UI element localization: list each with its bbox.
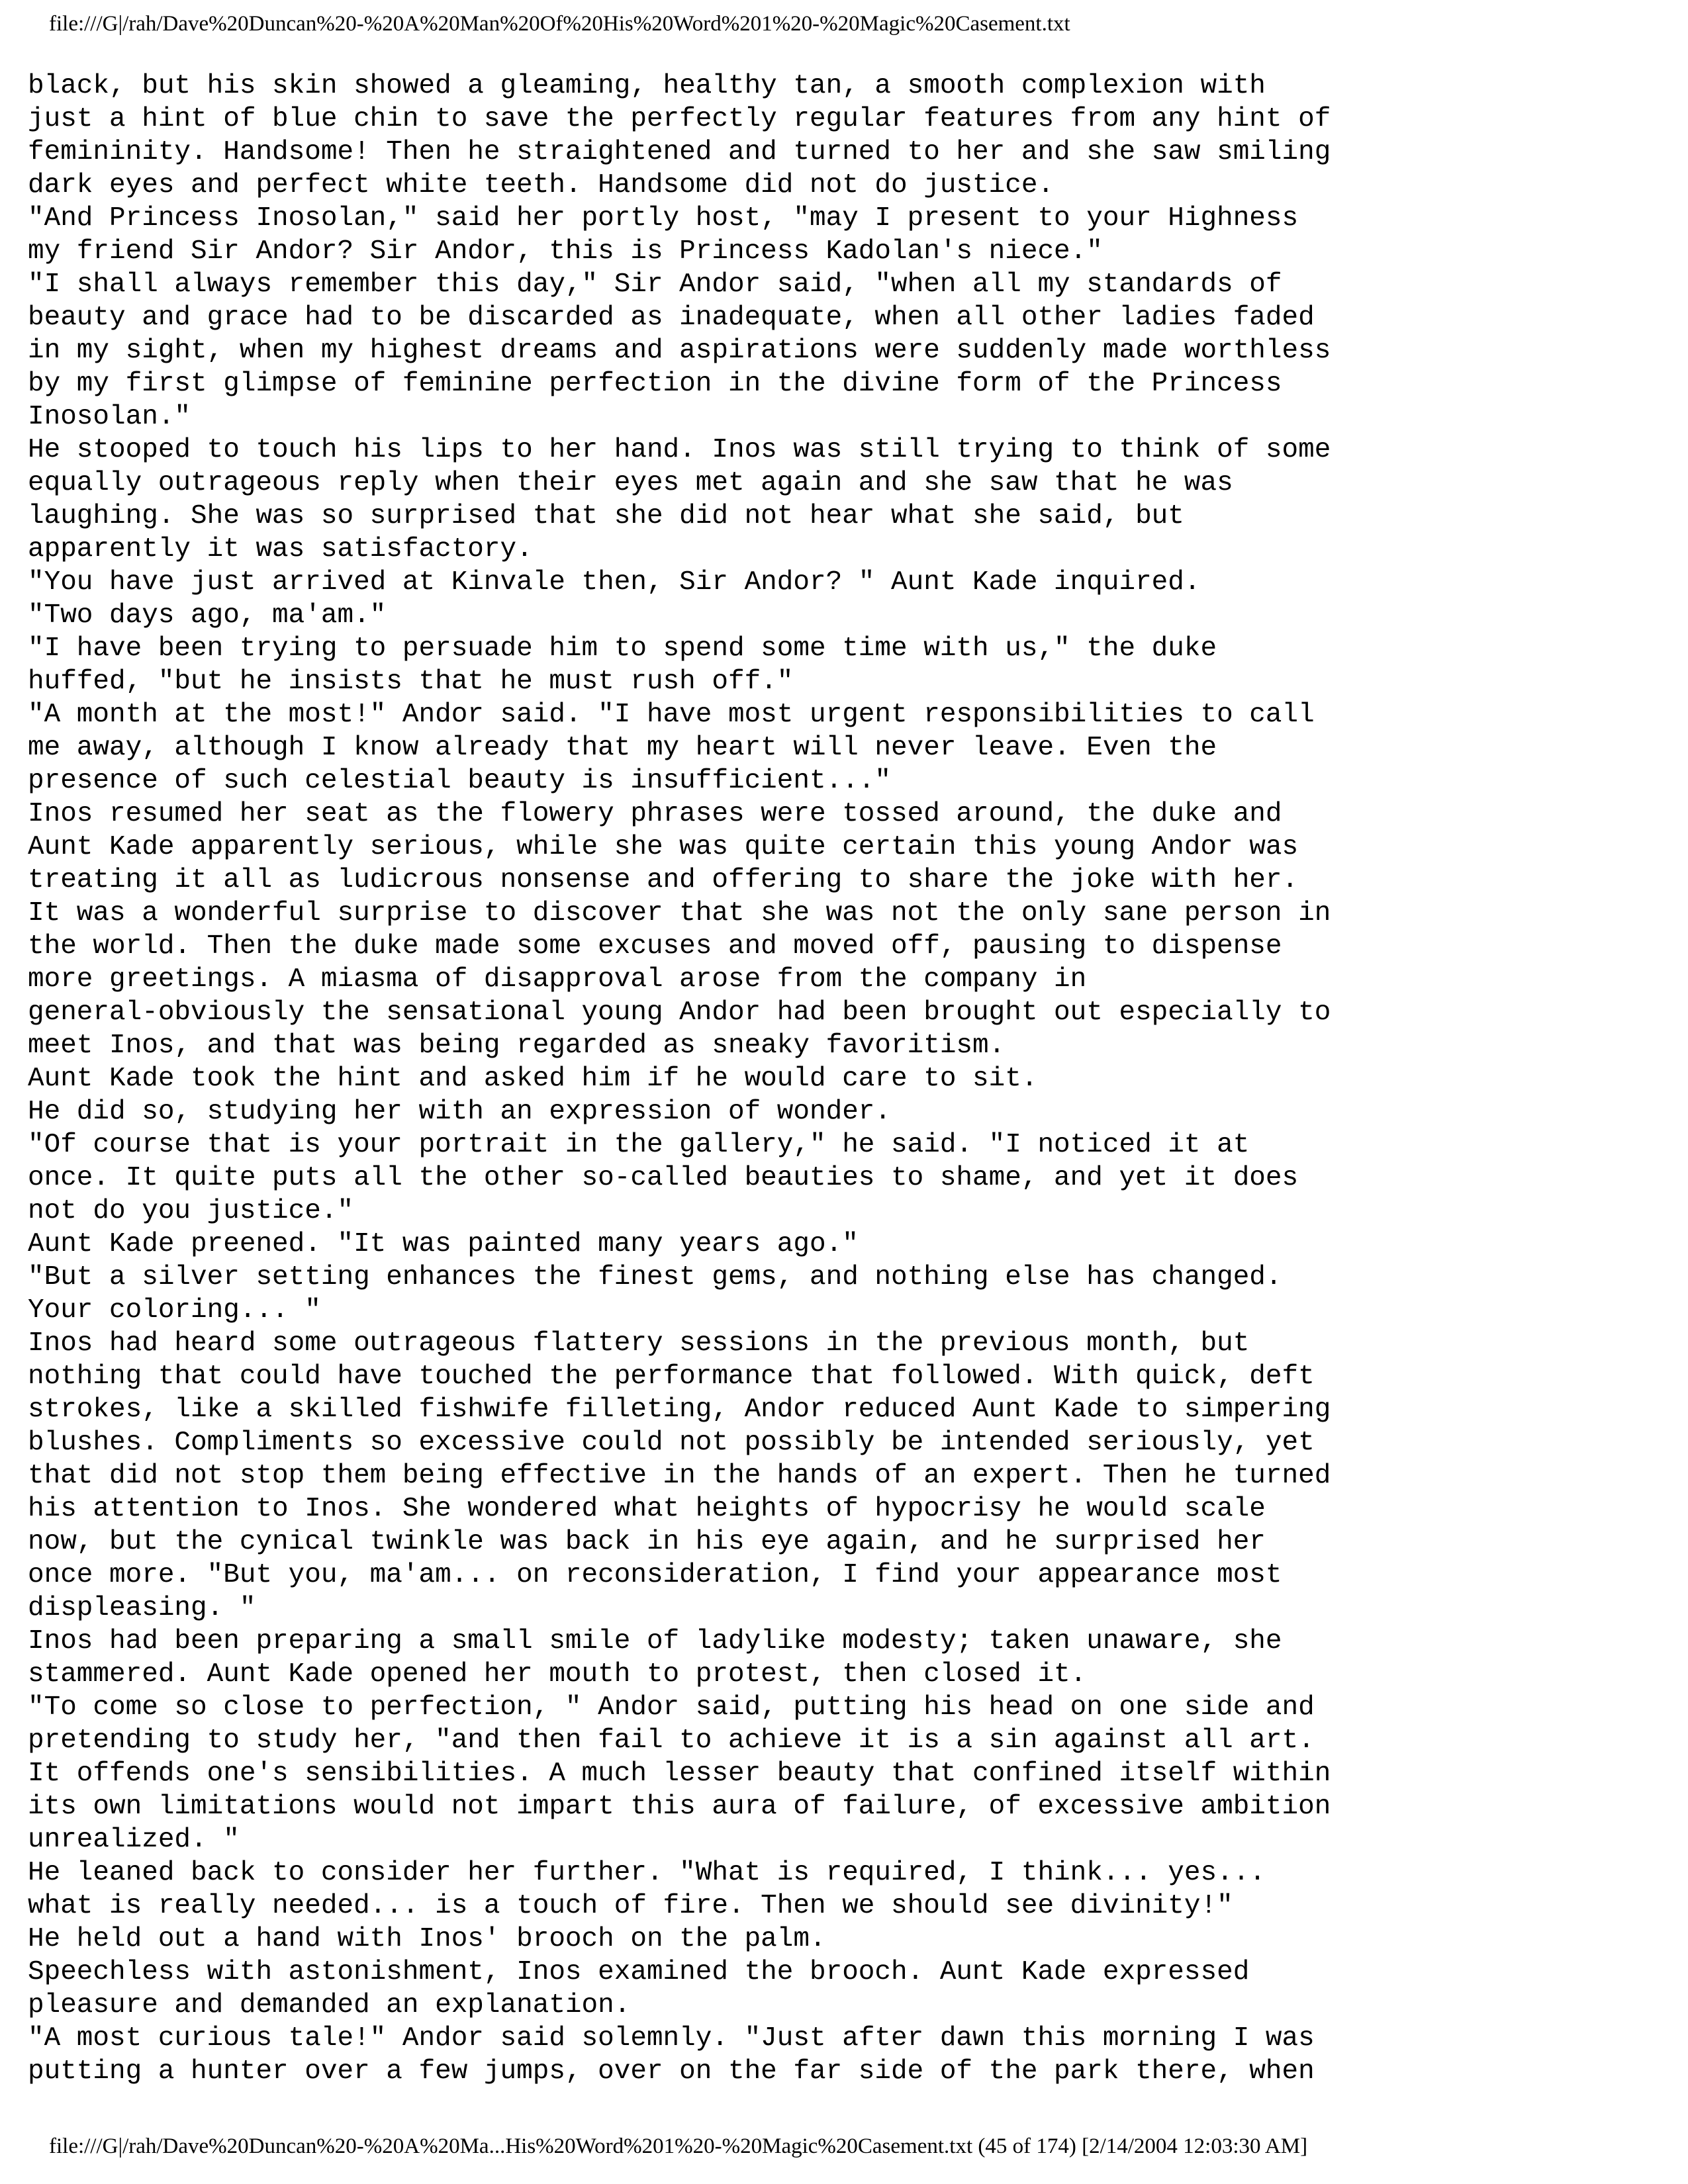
text-line: treating it all as ludicrous nonsense and offering to share the joke with her. [28, 865, 1299, 895]
text-line: general-obviously the sensational young Andor had been brought out especially to [28, 997, 1331, 1028]
text-line: black, but his skin showed a gleaming, healthy tan, a smooth complexion with [28, 71, 1266, 101]
text-line: "Of course that is your portrait in the gallery," he said. "I noticed it at [28, 1130, 1250, 1160]
text-line: not do you justice." [28, 1196, 354, 1226]
text-line: meet Inos, and that was being regarded as sneaky favoritism. [28, 1030, 1006, 1061]
document-text [28, 69, 1331, 2088]
text-line: "A month at the most!" Andor said. "I have most urgent responsibilities to call [28, 700, 1315, 730]
text-line: nothing that could have touched the performance that followed. With quick, deft [28, 1361, 1315, 1392]
text-line: that did not stop them being effective in the hands of an expert. Then he turned [28, 1461, 1331, 1491]
text-line: presence of such celestial beauty is insufficient..." [28, 766, 892, 796]
text-line: He held out a hand with Inos' brooch on the palm. [28, 1924, 826, 1954]
text-line: Inos resumed her seat as the flowery phrases were tossed around, the duke and [28, 799, 1282, 829]
text-line: the world. Then the duke made some excuses and moved off, pausing to dispense [28, 931, 1282, 962]
text-line: laughing. She was so surprised that she did not hear what she said, but [28, 501, 1184, 531]
text-line: apparently it was satisfactory. [28, 534, 533, 565]
text-line: blushes. Compliments so excessive could not possibly be intended seriously, yet [28, 1428, 1315, 1458]
text-line: stammered. Aunt Kade opened her mouth to protest, then closed it. [28, 1659, 1087, 1690]
text-line: now, but the cynical twinkle was back in his eye again, and he surprised her [28, 1527, 1266, 1557]
text-line: its own limitations would not impart this aura of failure, of excessive ambition [28, 1792, 1331, 1822]
text-line: pretending to study her, "and then fail to achieve it is a sin against all art. [28, 1725, 1315, 1756]
text-line: femininity. Handsome! Then he straightened and turned to her and she saw smiling [28, 137, 1331, 167]
text-line: "I have been trying to persuade him to spend some time with us," the duke [28, 633, 1217, 664]
text-line: once. It quite puts all the other so-called beauties to shame, and yet it does [28, 1163, 1299, 1193]
text-line: pleasure and demanded an explanation. [28, 1990, 631, 2021]
text-line: Aunt Kade apparently serious, while she was quite certain this young Andor was [28, 832, 1299, 862]
text-line: dark eyes and perfect white teeth. Handsome did not do justice. [28, 170, 1055, 201]
page-header-url: file:///G|/rah/Dave%20Duncan%20-%20A%20Man%20Of%20His%20Word%201%20-%20Magic%20Casement.txt [49, 12, 1070, 36]
text-line: just a hint of blue chin to save the perfectly regular features from any hint of [28, 104, 1331, 134]
text-line: me away, although I know already that my heart will never leave. Even the [28, 733, 1217, 763]
text-line: strokes, like a skilled fishwife filleting, Andor reduced Aunt Kade to simpering [28, 1394, 1331, 1425]
page-footer-url: file:///G|/rah/Dave%20Duncan%20-%20A%20Ma...His%20Word%201%20-%20Magic%20Casement.txt (45 of 174) [2/14/2004 12:03:30 AM] [49, 2134, 1308, 2158]
text-line: Aunt Kade preened. "It was painted many years ago." [28, 1229, 859, 1259]
text-line: "Two days ago, ma'am." [28, 600, 387, 631]
text-line: displeasing. " [28, 1593, 256, 1623]
text-line: He did so, studying her with an expression of wonder. [28, 1097, 892, 1127]
text-line: "To come so close to perfection, " Andor said, putting his head on one side and [28, 1692, 1315, 1723]
text-line: "But a silver setting enhances the finest gems, and nothing else has changed. [28, 1262, 1282, 1293]
text-line: It was a wonderful surprise to discover that she was not the only sane person in [28, 898, 1331, 929]
text-line: Inos had been preparing a small smile of ladylike modesty; taken unaware, she [28, 1626, 1282, 1657]
text-line: my friend Sir Andor? Sir Andor, this is Princess Kadolan's niece." [28, 236, 1103, 267]
text-line: "A most curious tale!" Andor said solemnly. "Just after dawn this morning I was [28, 2023, 1315, 2054]
text-line: "And Princess Inosolan," said her portly host, "may I present to your Highness [28, 203, 1299, 234]
text-line: Your coloring... " [28, 1295, 321, 1326]
text-line: He stooped to touch his lips to her hand. Inos was still trying to think of some [28, 435, 1331, 465]
text-line: "You have just arrived at Kinvale then, Sir Andor? " Aunt Kade inquired. [28, 567, 1201, 598]
text-line: putting a hunter over a few jumps, over on the far side of the park there, when [28, 2056, 1315, 2087]
text-line: Inosolan." [28, 402, 191, 432]
text-line: Speechless with astonishment, Inos examined the brooch. Aunt Kade expressed [28, 1957, 1250, 1987]
text-line: in my sight, when my highest dreams and aspirations were suddenly made worthless [28, 336, 1331, 366]
text-line: by my first glimpse of feminine perfection in the divine form of the Princess [28, 369, 1282, 399]
text-line: Inos had heard some outrageous flattery sessions in the previous month, but [28, 1328, 1250, 1359]
text-line: unrealized. " [28, 1825, 240, 1855]
text-line: "I shall always remember this day," Sir Andor said, "when all my standards of [28, 269, 1282, 300]
text-line: beauty and grace had to be discarded as inadequate, when all other ladies faded [28, 302, 1315, 333]
text-line: what is really needed... is a touch of fire. Then we should see divinity!" [28, 1891, 1233, 1921]
text-line: equally outrageous reply when their eyes met again and she saw that he was [28, 468, 1233, 498]
text-line: his attention to Inos. She wondered what heights of hypocrisy he would scale [28, 1494, 1266, 1524]
text-line: He leaned back to consider her further. "What is required, I think... yes... [28, 1858, 1266, 1888]
text-line: once more. "But you, ma'am... on reconsideration, I find your appearance most [28, 1560, 1282, 1590]
text-line: huffed, "but he insists that he must rush off." [28, 666, 794, 697]
text-line: Aunt Kade took the hint and asked him if he would care to sit. [28, 1064, 1038, 1094]
text-line: more greetings. A miasma of disapproval arose from the company in [28, 964, 1087, 995]
text-line: It offends one's sensibilities. A much lesser beauty that confined itself within [28, 1758, 1331, 1789]
